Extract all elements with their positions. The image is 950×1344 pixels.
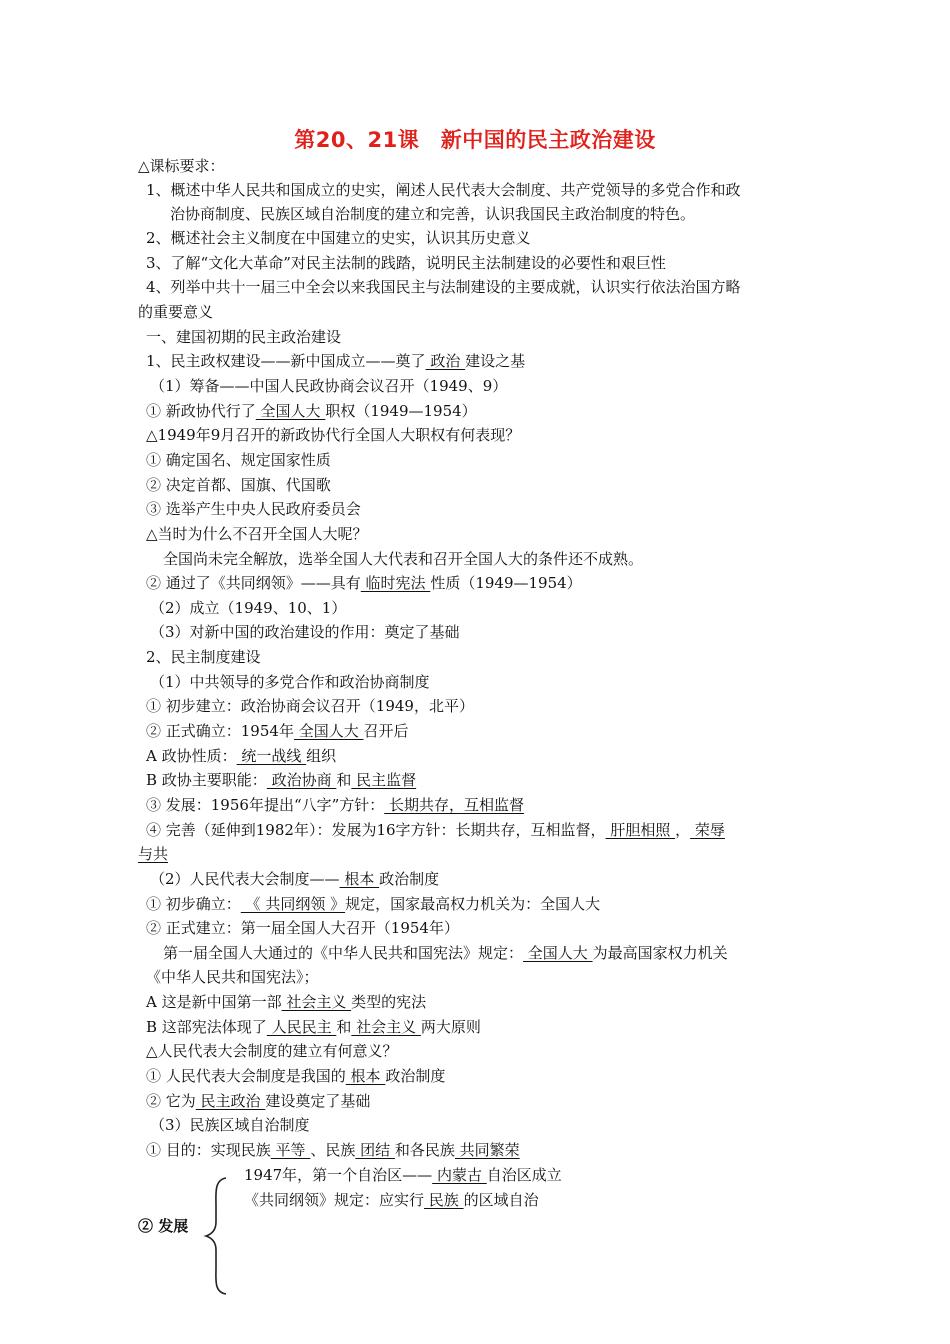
- text-line: [146, 228, 531, 248]
- fill-in-answer: 政治: [425, 352, 466, 370]
- text-line: [146, 1017, 481, 1037]
- line-text: 规定，国家最高权力机关为：全国人大: [345, 895, 601, 913]
- line-text: 组织: [306, 747, 337, 765]
- fill-in-answer: 根本: [339, 870, 380, 888]
- line-text: 全国尚未完全解放，选举全国人大代表和召开全国人大的条件还不成熟。: [163, 550, 644, 568]
- text-line: [146, 746, 336, 766]
- fill-in-answer: 与共: [138, 845, 169, 863]
- line-text: 性质（1949—1954）: [430, 574, 582, 592]
- line-text: 为最高国家权力机关: [592, 944, 728, 962]
- line-text: A 这是新中国第一部: [146, 993, 282, 1011]
- fill-in-answer: 团结: [355, 1141, 395, 1159]
- line-text: ② 通过了《共同纲领》——具有: [146, 574, 361, 592]
- line-text: ① 人民代表大会制度是我国的: [146, 1067, 346, 1085]
- fill-in-answer: 共同繁荣: [454, 1141, 520, 1159]
- text-line: [163, 943, 728, 963]
- line-text: 1、概述中华人民共和国成立的史实，阐述人民代表大会制度、共产党领导的多党合作和政: [146, 181, 741, 199]
- line-text: 类型的宪法: [351, 993, 427, 1011]
- fill-in-answer: 人民民主: [266, 1018, 337, 1036]
- fill-in-answer: 民主监督: [351, 771, 417, 789]
- line-text: 职权（1949—1954）: [325, 402, 477, 420]
- line-text: ① 新政协代行了: [146, 402, 256, 420]
- line-text: （1）中共领导的多党合作和政治协商制度: [150, 673, 430, 691]
- line-text: △当时为什么不召开全国人大呢？: [146, 525, 368, 543]
- text-line: [146, 918, 459, 938]
- text-line: [150, 598, 346, 618]
- text-line: [146, 253, 666, 273]
- text-line: [146, 425, 520, 445]
- fill-in-answer: 临时宪法: [360, 574, 431, 592]
- line-text: 和: [336, 771, 352, 789]
- line-text: 建设之基: [465, 352, 526, 370]
- line-text: 4、列举中共十一届三中全会以来我国民主与法制建设的主要成就，认识实行依法治国方略: [146, 278, 741, 296]
- development-label: ② 发展: [138, 1217, 189, 1235]
- line-text: ① 初步确立：: [146, 895, 241, 913]
- fill-in-answer: 全国人大: [523, 944, 593, 962]
- page-title: 第20、21课 新中国的民主政治建设: [294, 128, 656, 152]
- text-line: [150, 869, 439, 889]
- line-text: 《中华人民共和国宪法》；: [146, 968, 319, 986]
- line-text: 治协商制度、民族区域自治制度的建立和完善，认识我国民主政治制度的特色。: [170, 205, 696, 223]
- text-line: [146, 894, 600, 914]
- line-text: ③ 选举产生中央人民政府委员会: [146, 500, 361, 518]
- line-text: ② 正式建立：第一届全国人大召开（1954年）: [146, 919, 459, 937]
- text-line: [146, 1140, 520, 1160]
- text-line: [146, 327, 341, 347]
- text-line: [163, 549, 643, 569]
- text-line: [146, 820, 725, 840]
- text-line: [146, 475, 331, 495]
- line-text: （1）筹备——中国人民政协商会议召开（1949、9）: [150, 377, 508, 395]
- text-line: [146, 647, 261, 667]
- text-line: [150, 1115, 310, 1135]
- text-line: [150, 622, 460, 642]
- line-text: ② 它为: [146, 1092, 196, 1110]
- text-line: [146, 1091, 370, 1111]
- fill-in-answer: 民族: [424, 1191, 464, 1209]
- line-text: （2）人民代表大会制度——: [150, 870, 340, 888]
- fill-in-answer: 政治协商: [266, 771, 337, 789]
- text-line: [146, 795, 524, 815]
- line-text: 政治制度: [379, 870, 440, 888]
- text-line: [146, 696, 474, 716]
- line-text: ，: [675, 821, 691, 839]
- text-line: [150, 672, 430, 692]
- line-text: 自治区成立: [486, 1166, 562, 1184]
- line-text: 两大原则: [420, 1018, 481, 1036]
- text-line: [146, 770, 416, 790]
- line-text: 3、了解“文化大革命”对民主法制的践踏，说明民主法制建设的必要性和艰巨性: [146, 254, 666, 272]
- text-line: [146, 351, 525, 371]
- line-text: 、民族: [310, 1141, 356, 1159]
- fill-in-answer: 全国人大: [293, 722, 364, 740]
- line-text: 的重要意义: [138, 303, 214, 321]
- text-line: [244, 1190, 539, 1210]
- text-line: [146, 1066, 445, 1086]
- text-line: [146, 524, 368, 544]
- text-line: [138, 302, 213, 322]
- text-line: [146, 573, 582, 593]
- line-text: A 政协性质：: [146, 747, 237, 765]
- fill-in-answer: 根本: [345, 1067, 386, 1085]
- fill-in-answer: 荣辱: [690, 821, 725, 839]
- line-text: △1949年9月召开的新政协代行全国人大职权有何表现？: [146, 426, 521, 444]
- text-line: [170, 204, 695, 224]
- text-line: [146, 180, 741, 200]
- line-text: ② 正式确立：1954年: [146, 722, 294, 740]
- line-text: 一、建国初期的民主政治建设: [146, 328, 342, 346]
- line-text: 2、民主制度建设: [146, 648, 261, 666]
- line-text: 政治制度: [385, 1067, 446, 1085]
- line-text: △人民代表大会制度的建立有何意义？: [146, 1042, 398, 1060]
- line-text: 召开后: [363, 722, 409, 740]
- line-text: ③ 发展：1956年提出“八字”方针：: [146, 796, 385, 814]
- line-text: B 这部宪法体现了: [146, 1018, 267, 1036]
- text-line: [146, 967, 319, 987]
- curly-brace-icon: [200, 1176, 230, 1296]
- line-text: ① 确定国名、规定国家性质: [146, 451, 331, 469]
- text-line: [146, 499, 361, 519]
- line-text: 和各民族: [394, 1141, 455, 1159]
- line-text: 2、概述社会主义制度在中国建立的史实，认识其历史意义: [146, 229, 531, 247]
- line-text: 《共同纲领》规定：应实行: [244, 1191, 425, 1209]
- text-line: [146, 721, 409, 741]
- text-line: [244, 1165, 562, 1185]
- line-text: ④ 完善（延伸到1982年）：发展为16字方针：长期共存，互相监督，: [146, 821, 606, 839]
- line-text: 1、民主政权建设——新中国成立——奠了: [146, 352, 426, 370]
- line-text: ② 决定首都、国旗、代国歌: [146, 476, 331, 494]
- fill-in-answer: 肝胆相照: [605, 821, 676, 839]
- fill-in-answer: 全国人大: [255, 402, 326, 420]
- line-text: △课标要求：: [138, 157, 225, 175]
- line-text: B 政协主要职能：: [146, 771, 267, 789]
- fill-in-answer: 长期共存，互相监督: [384, 796, 525, 814]
- line-text: （3）民族区域自治制度: [150, 1116, 310, 1134]
- line-text: ① 目的：实现民族: [146, 1141, 271, 1159]
- text-line: [138, 156, 225, 176]
- text-line: [146, 992, 426, 1012]
- line-text: 建设奠定了基础: [265, 1092, 371, 1110]
- line-text: 1947年，第一个自治区——: [244, 1166, 433, 1184]
- text-line: [146, 450, 331, 470]
- line-text: 和: [336, 1018, 352, 1036]
- line-text: ① 初步建立：政治协商会议召开（1949，北平）: [146, 697, 474, 715]
- line-text: （2）成立（1949、10、1）: [150, 599, 347, 617]
- line-text: （3）对新中国的政治建设的作用：奠定了基础: [150, 623, 460, 641]
- fill-in-answer: 《 共同纲领 》: [240, 895, 346, 913]
- text-line: [138, 844, 168, 864]
- fill-in-answer: 社会主义: [281, 993, 352, 1011]
- fill-in-answer: 统一战线: [236, 747, 307, 765]
- text-line: [146, 1041, 398, 1061]
- fill-in-answer: 社会主义: [351, 1018, 421, 1036]
- fill-in-answer: 内蒙古: [432, 1166, 487, 1184]
- line-text: 的区域自治: [463, 1191, 539, 1209]
- fill-in-answer: 民主政治: [195, 1092, 266, 1110]
- text-line: [146, 277, 741, 297]
- line-text: 第一届全国人大通过的《中华人民共和国宪法》规定：: [163, 944, 524, 962]
- text-line: [150, 376, 507, 396]
- fill-in-answer: 平等: [270, 1141, 311, 1159]
- text-line: [146, 401, 477, 421]
